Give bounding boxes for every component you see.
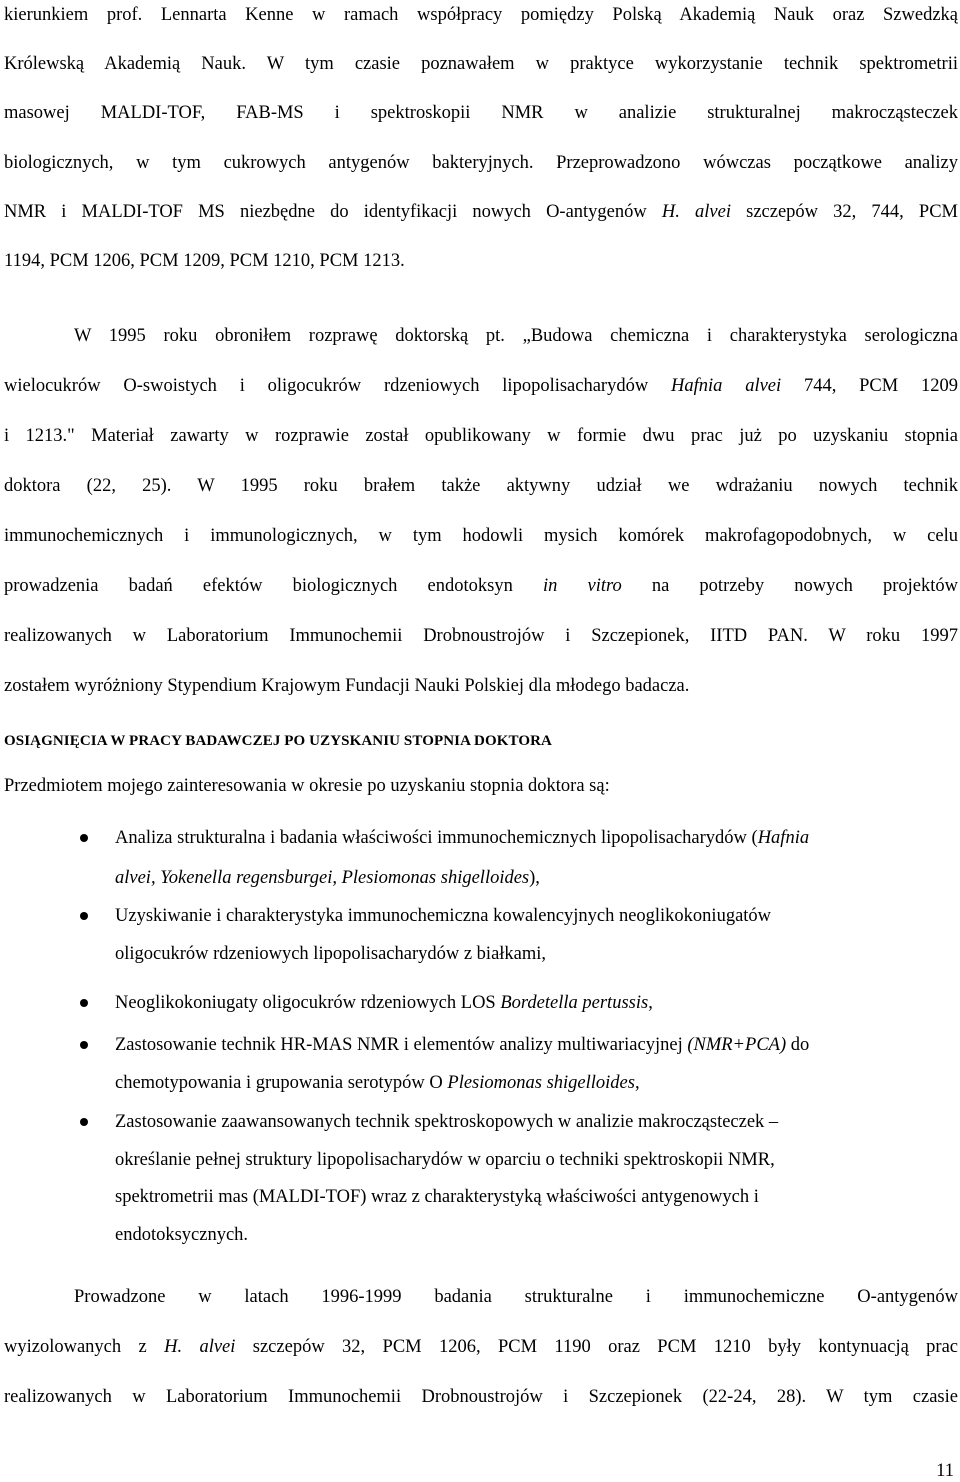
paragraph-line: biologicznych, w tym cukrowych antygenów bakteryjnych. Przeprowadzono wówczas początkowe analizy <box>4 153 958 173</box>
paragraph-line: immunochemicznych i immunologicznych, w tym hodowli mysich komórek makrofagopodobnych, w celu <box>4 526 958 546</box>
italic-run: Hafnia <box>757 828 810 848</box>
list-item-continuation <box>115 1071 910 1095</box>
paragraph-line: kierunkiem prof. Lennarta Kenne w ramach współpracy pomiędzy Polską Akademią Nauk oraz Szwedzką <box>4 5 958 25</box>
paragraph-line: masowej MALDI-TOF, FAB-MS i spektroskopii NMR w analizie strukturalnej makrocząsteczek <box>4 103 958 123</box>
paragraph-line: 1194, PCM 1206, PCM 1209, PCM 1210, PCM 1213. <box>4 251 405 271</box>
text-run: szczepów 32, 744, PCM <box>730 202 958 222</box>
list-item: Zastosowanie zaawansowanych technik spektroskopowych w analizie makrocząsteczek – <box>115 1112 779 1132</box>
text-run: NMR i MALDI-TOF MS niezbędne do identyfikacji nowych O-antygenów <box>4 202 662 222</box>
text-run: , <box>648 993 653 1013</box>
paragraph-line <box>4 200 958 224</box>
italic-run: Plesiomonas shigelloides <box>447 1073 635 1093</box>
paragraph-line: i 1213." Materiał zawarty w rozprawie został opublikowany w formie dwu prac już po uzyskaniu stopnia <box>4 426 958 446</box>
list-item: Uzyskiwanie i charakterystyka immunochemiczna kowalencyjnych neoglikokoniugatów <box>115 906 772 926</box>
text-run: Analiza strukturalna i badania właściwości immunochemicznych lipopolisacharydów ( <box>115 828 758 848</box>
list-item-continuation: oligocukrów rdzeniowych lipopolisacharydów z białkami, <box>115 944 547 964</box>
text-run: chemotypowania i grupowania serotypów O <box>115 1073 448 1093</box>
paragraph-line: Królewską Akademią Nauk. W tym czasie poznawałem w praktyce wykorzystanie technik spektrometrii <box>4 54 958 74</box>
paragraph-line: Prowadzone w latach 1996-1999 badania strukturalne i immunochemiczne O-antygenów <box>74 1287 958 1307</box>
text-run: szczepów 32, PCM 1206, PCM 1190 oraz PCM 1210 były kontynuacją prac <box>235 1337 958 1357</box>
italic-run: H. alvei <box>164 1337 236 1357</box>
paragraph-line <box>4 374 958 398</box>
italic-run: in vitro <box>542 576 622 596</box>
text-run: , <box>634 1073 640 1093</box>
paragraph-line <box>4 574 958 598</box>
bullet-icon <box>80 1041 88 1049</box>
page-number: 11 <box>936 1461 954 1481</box>
paragraph-line: realizowanych w Laboratorium Immunochemii Drobnoustrojów i Szczepionek, IITD PAN. W roku 1997 <box>4 626 958 646</box>
italic-run: H. alvei <box>661 202 731 222</box>
paragraph-line <box>4 1335 958 1359</box>
list-item <box>115 1033 910 1057</box>
intro-text: Przedmiotem mojego zainteresowania w okresie po uzyskaniu stopnia doktora są: <box>4 776 610 796</box>
text-run: do <box>786 1035 810 1055</box>
bullet-icon <box>80 834 88 842</box>
list-item-continuation: określanie pełnej struktury lipopolisacharydów w oparciu o techniki spektroskopii NMR, <box>115 1150 775 1170</box>
paragraph-line: realizowanych w Laboratorium Immunochemii Drobnoustrojów i Szczepionek (22-24, 28). W tym czasie <box>4 1387 958 1407</box>
text-run: na potrzeby nowych projektów <box>621 576 958 596</box>
text-run: Zastosowanie technik HR-MAS NMR i elementów analizy multiwariacyjnej <box>115 1035 688 1055</box>
bullet-icon <box>80 912 88 920</box>
list-item-continuation <box>115 866 910 890</box>
text-run: Neoglikokoniugaty oligocukrów rdzeniowych LOS <box>115 993 501 1013</box>
text-run: prowadzenia badań efektów biologicznych endotoksyn <box>4 576 543 596</box>
section-heading: OSIĄGNIĘCIA W PRACY BADAWCZEJ PO UZYSKANIU STOPNIA DOKTORA <box>4 733 552 749</box>
paragraph-line: doktora (22, 25). W 1995 roku brałem także aktywny udział we wdrażaniu nowych technik <box>4 476 958 496</box>
italic-run: (NMR+PCA) <box>687 1035 787 1055</box>
italic-run: Bordetella pertussis <box>500 993 649 1013</box>
text-run: wyizolowanych z <box>4 1337 165 1357</box>
paragraph-line: W 1995 roku obroniłem rozprawę doktorską pt. „Budowa chemiczna i charakterystyka serologiczna <box>74 326 958 346</box>
italic-run: Hafnia alvei <box>671 376 782 396</box>
list-item-continuation: endotoksycznych. <box>115 1225 249 1245</box>
list-item-continuation: spektrometrii mas (MALDI-TOF) wraz z charakterystyką właściwości antygenowych i <box>115 1187 759 1207</box>
italic-run: alvei, Yokenella regensburgei, Plesiomonas shigelloides <box>115 868 530 888</box>
paragraph-line: zostałem wyróżniony Stypendium Krajowym Fundacji Nauki Polskiej dla młodego badacza. <box>4 676 690 696</box>
text-run: 744, PCM 1209 <box>781 376 958 396</box>
text-run: ), <box>529 868 540 888</box>
text-run: wielocukrów O-swoistych i oligocukrów rdzeniowych lipopolisacharydów <box>4 376 672 396</box>
bullet-icon <box>80 1118 88 1126</box>
list-item <box>115 991 910 1015</box>
list-item <box>115 826 910 850</box>
bullet-icon <box>80 999 88 1007</box>
